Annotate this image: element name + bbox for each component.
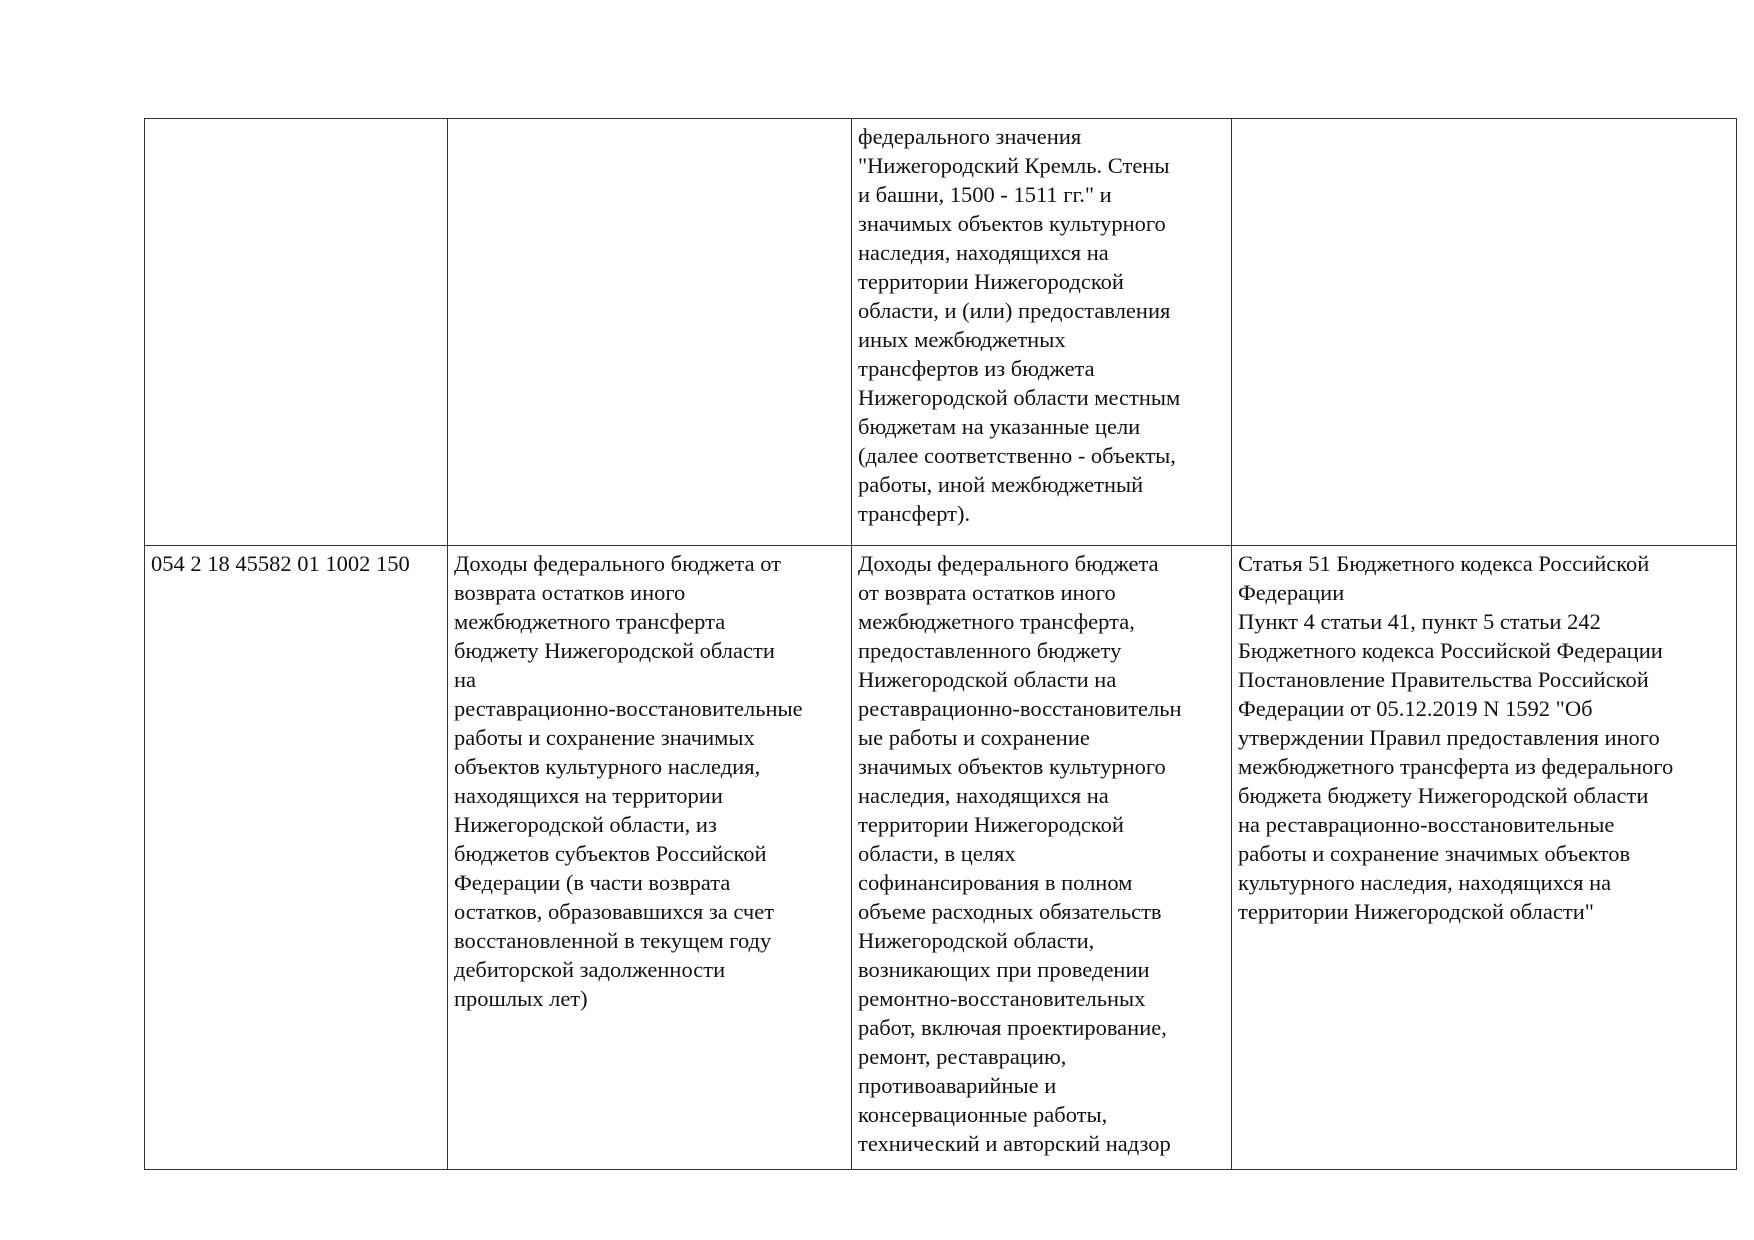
table-row	[145, 546, 1737, 1170]
description-cell	[852, 119, 1232, 546]
name-cell	[448, 546, 852, 1170]
basis-text: Статья 51 Бюджетного кодекса Российской Федерации Пункт 4 статьи 41, пункт 5 статьи 242 Бюджетного кодекса Российской Федерации Постановление Правительства Российской Федерации от 05.12.2019 N 1592 "Об утверждении Правил предоставления иного межбюджетного трансферта из федерального бюджета бюджету Нижегородской области на реставрационно-восстановительные работы и сохранение значимых объектов культурного наследия, находящихся на территории Нижегородской области"	[1238, 551, 1674, 924]
name-text: Доходы федерального бюджета от возврата остатков иного межбюджетного трансферта бюджету Нижегородской области на реставрационно-восстановительные работы и сохранение значимых объектов культурного наследия, находящихся на территории Нижегородской области, из бюджетов субъектов Российской Федерации (в части возврата остатков, образовавшихся за счет восстановленной в текущем году дебиторской задолженности прошлых лет)	[454, 551, 803, 1011]
code-cell	[145, 119, 448, 546]
code-cell	[145, 546, 448, 1170]
description-text: Доходы федерального бюджета от возврата остатков иного межбюджетного трансферта, предоставленного бюджету Нижегородской области на реставрационно-восстановительн ые работы и сохранение значимых объектов культурного наследия, находящихся на территории Нижегородской области, в целях софинансирования в полном объеме расходных обязательств Нижегородской области, возникающих при проведении ремонтно-восстановительных работ, включая проектирование, ремонт, реставрацию, противоаварийные и консервационные работы, технический и авторский надзор	[858, 551, 1182, 1156]
description-text: федерального значения "Нижегородский Кремль. Стены и башни, 1500 - 1511 гг." и значимых объектов культурного наследия, находящихся на территории Нижегородской области, и (или) предоставления иных межбюджетных трансфертов из бюджета Нижегородской области местным бюджетам на указанные цели (далее соответственно - объекты, работы, иной межбюджетный трансферт).	[858, 124, 1181, 526]
code-text: 054 2 18 45582 01 1002 150	[151, 551, 410, 576]
budget-classification-table	[144, 118, 1737, 1170]
basis-cell	[1232, 546, 1737, 1170]
name-cell	[448, 119, 852, 546]
basis-cell	[1232, 119, 1737, 546]
description-cell	[852, 546, 1232, 1170]
table-row	[145, 119, 1737, 546]
